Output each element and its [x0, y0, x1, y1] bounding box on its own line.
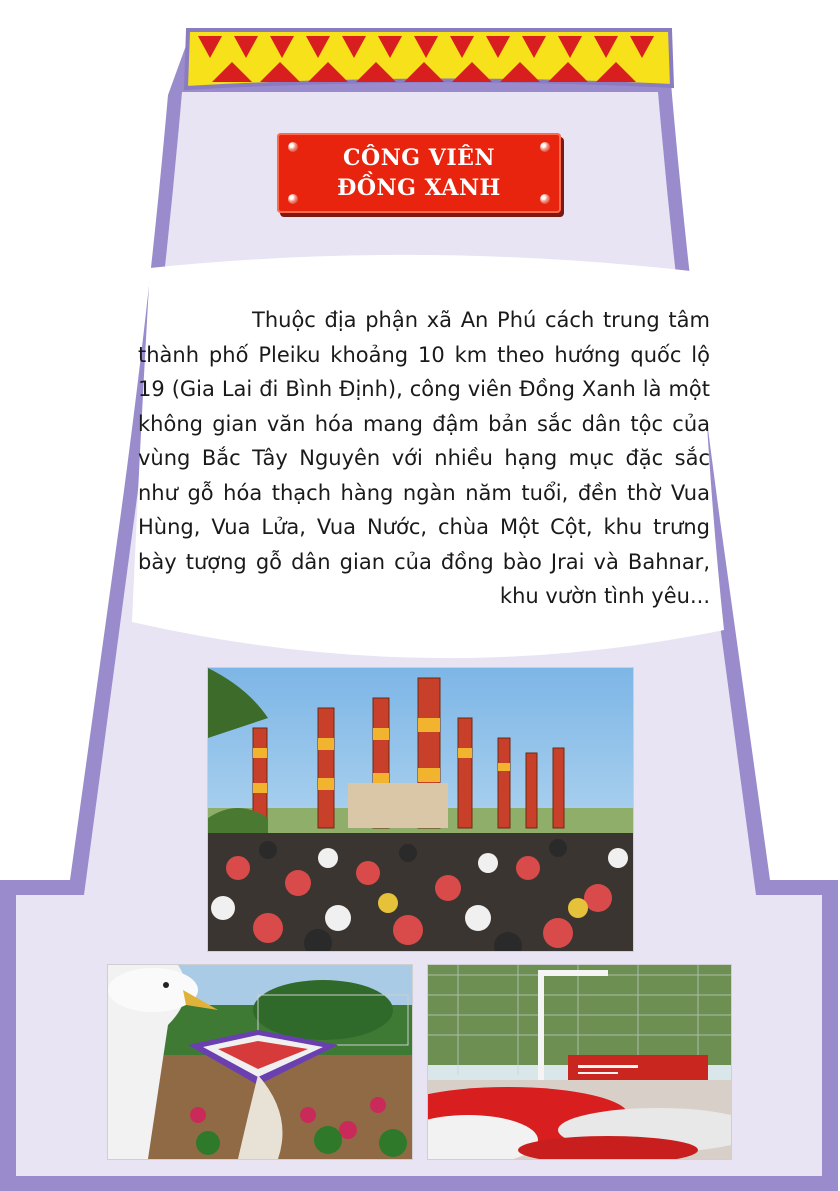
rivet-top-right: [540, 142, 550, 152]
photo-festival-crowd: [207, 667, 634, 952]
title-line-2: ĐỒNG XANH: [337, 175, 501, 201]
rivet-bottom-left: [288, 194, 298, 204]
title-plate: [277, 133, 561, 213]
photo-swan-garden: [107, 964, 413, 1160]
zigzag-roof-band: [186, 30, 672, 88]
rivet-bottom-right: [540, 194, 550, 204]
title-line-1: CÔNG VIÊN: [343, 145, 495, 171]
rivet-top-left: [288, 142, 298, 152]
photo-love-garden: [427, 964, 732, 1160]
photo-swan-garden-image: [108, 965, 412, 1159]
body-paragraph: Thuộc địa phận xã An Phú cách trung tâm thành phố Pleiku khoảng 10 km theo hướng quốc lộ 19 (Gia Lai đi Bình Định), công viên Đồng Xanh là một không gian văn hóa mang đậm bản sắc dân tộc của vùng Bắc Tây Nguyên với nhiều hạng mục đặc sắc như gỗ hóa thạch hàng ngàn năm tuổi, đền thờ Vua Hùng, Vua Lửa, Vua Nước, chùa Một Cột, khu trưng bày tượng gỗ dân gian của đồng bào Jrai và Bahnar, khu vườn tình yêu...: [138, 308, 710, 608]
photo-festival-crowd-image: [208, 668, 633, 951]
photo-love-garden-image: [428, 965, 731, 1159]
